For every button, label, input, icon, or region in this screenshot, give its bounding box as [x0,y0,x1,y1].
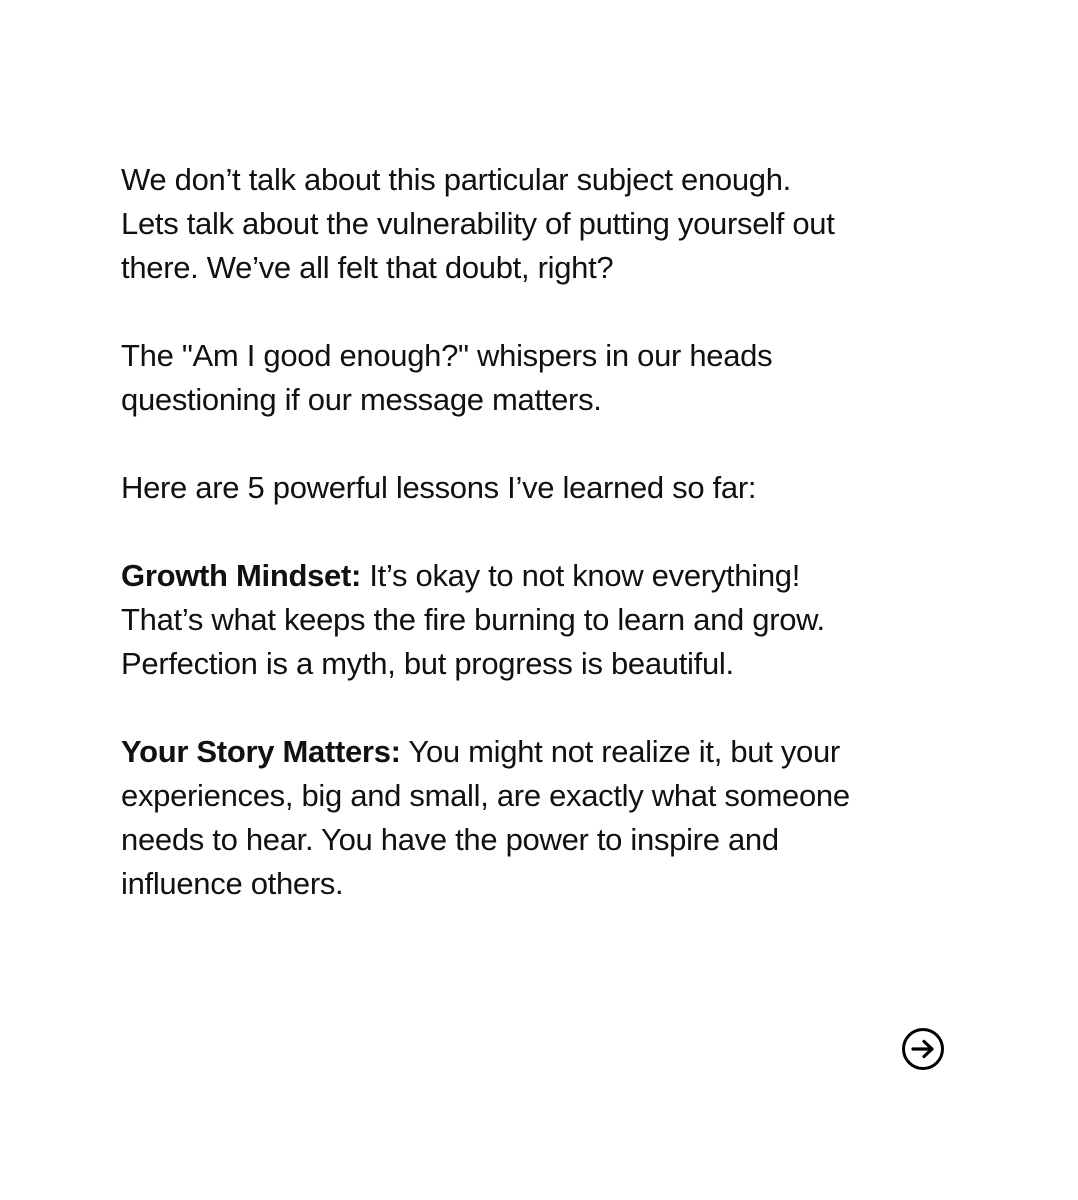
intro-paragraph [121,158,951,290]
lead-in-paragraph [121,466,951,510]
lesson-heading: Your Story Matters: [121,734,401,769]
text-line: questioning if our message matters. [121,382,602,417]
next-slide-button[interactable] [901,1027,945,1071]
text-line: That’s what keeps the fire burning to learn and grow. [121,602,825,637]
lesson-text: You might not realize it, but your [400,734,840,769]
text-line: there. We’ve all felt that doubt, right? [121,250,614,285]
lesson-first-line [121,554,951,598]
text-line: needs to hear. You have the power to inspire and [121,822,779,857]
lesson-growth-mindset [121,554,951,686]
text-line: Lets talk about the vulnerability of putting yourself out [121,206,835,241]
lesson-heading: Growth Mindset: [121,558,362,593]
text-line: influence others. [121,866,344,901]
text-line: The "Am I good enough?" whispers in our heads [121,338,773,373]
lesson-text: It’s okay to not know everything! [361,558,801,593]
lesson-first-line [121,730,951,774]
arrow-right-circle-icon [901,1027,945,1071]
text-line: experiences, big and small, are exactly what someone [121,778,850,813]
text-line: Perfection is a myth, but progress is beautiful. [121,646,734,681]
text-line: We don’t talk about this particular subject enough. [121,162,791,197]
post-body [121,158,951,950]
text-line: Here are 5 powerful lessons I’ve learned so far: [121,470,757,505]
doubt-paragraph [121,334,951,422]
lesson-your-story-matters [121,730,951,906]
